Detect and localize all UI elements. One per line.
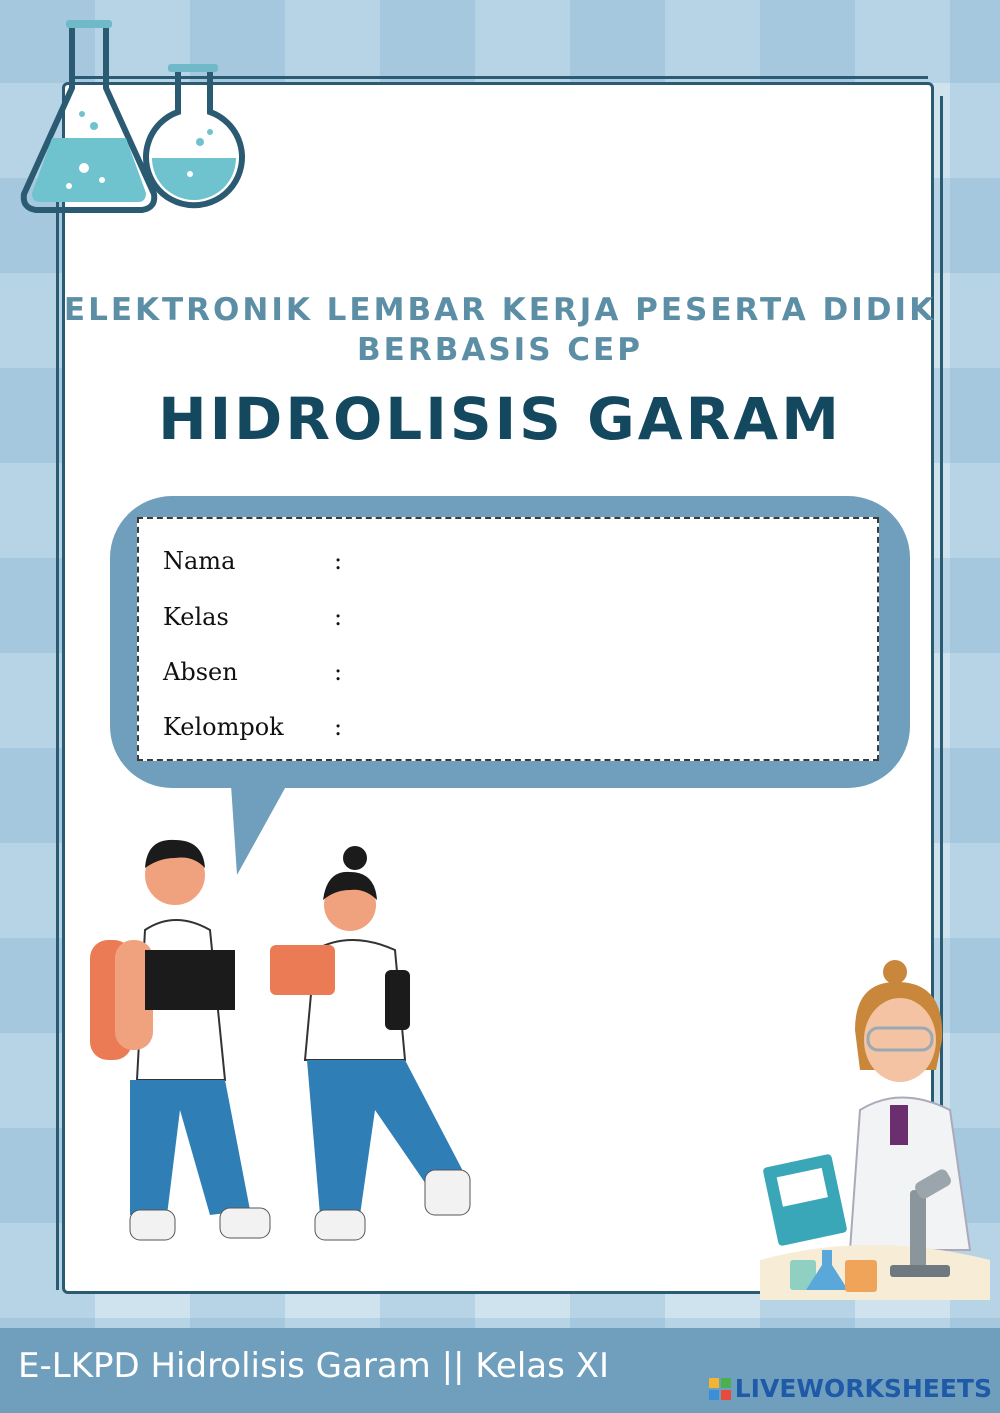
round-flask-icon xyxy=(140,62,250,212)
form-row-nama[interactable] xyxy=(163,547,853,587)
scientist-illustration xyxy=(760,960,990,1320)
subtitle-line-2: BERBASIS CEP xyxy=(357,332,643,368)
form-label: Kelas xyxy=(163,603,229,631)
page-title: HIDROLISIS GARAM xyxy=(158,385,842,453)
students-illustration xyxy=(75,830,485,1270)
form-separator: : xyxy=(334,603,343,631)
form-label: Kelompok xyxy=(163,713,284,741)
frame-line-left xyxy=(56,200,59,1290)
liveworksheets-logo-icon xyxy=(709,1378,731,1400)
form-separator: : xyxy=(334,547,343,575)
student-info-form xyxy=(137,517,879,761)
footer-bar xyxy=(0,1328,1000,1413)
form-row-kelompok[interactable] xyxy=(163,713,853,753)
brand-label: LIVEWORKSHEETS xyxy=(734,1374,992,1403)
form-row-kelas[interactable] xyxy=(163,603,853,643)
form-label: Nama xyxy=(163,547,236,575)
form-label: Absen xyxy=(163,658,238,686)
subtitle-line-1: ELEKTRONIK LEMBAR KERJA PESERTA DIDIK xyxy=(63,292,937,328)
form-row-absen[interactable] xyxy=(163,658,853,698)
form-separator: : xyxy=(334,713,343,741)
form-separator: : xyxy=(334,658,343,686)
liveworksheets-brand[interactable] xyxy=(709,1374,992,1403)
footer-text: E-LKPD Hidrolisis Garam || Kelas XI xyxy=(18,1346,609,1386)
